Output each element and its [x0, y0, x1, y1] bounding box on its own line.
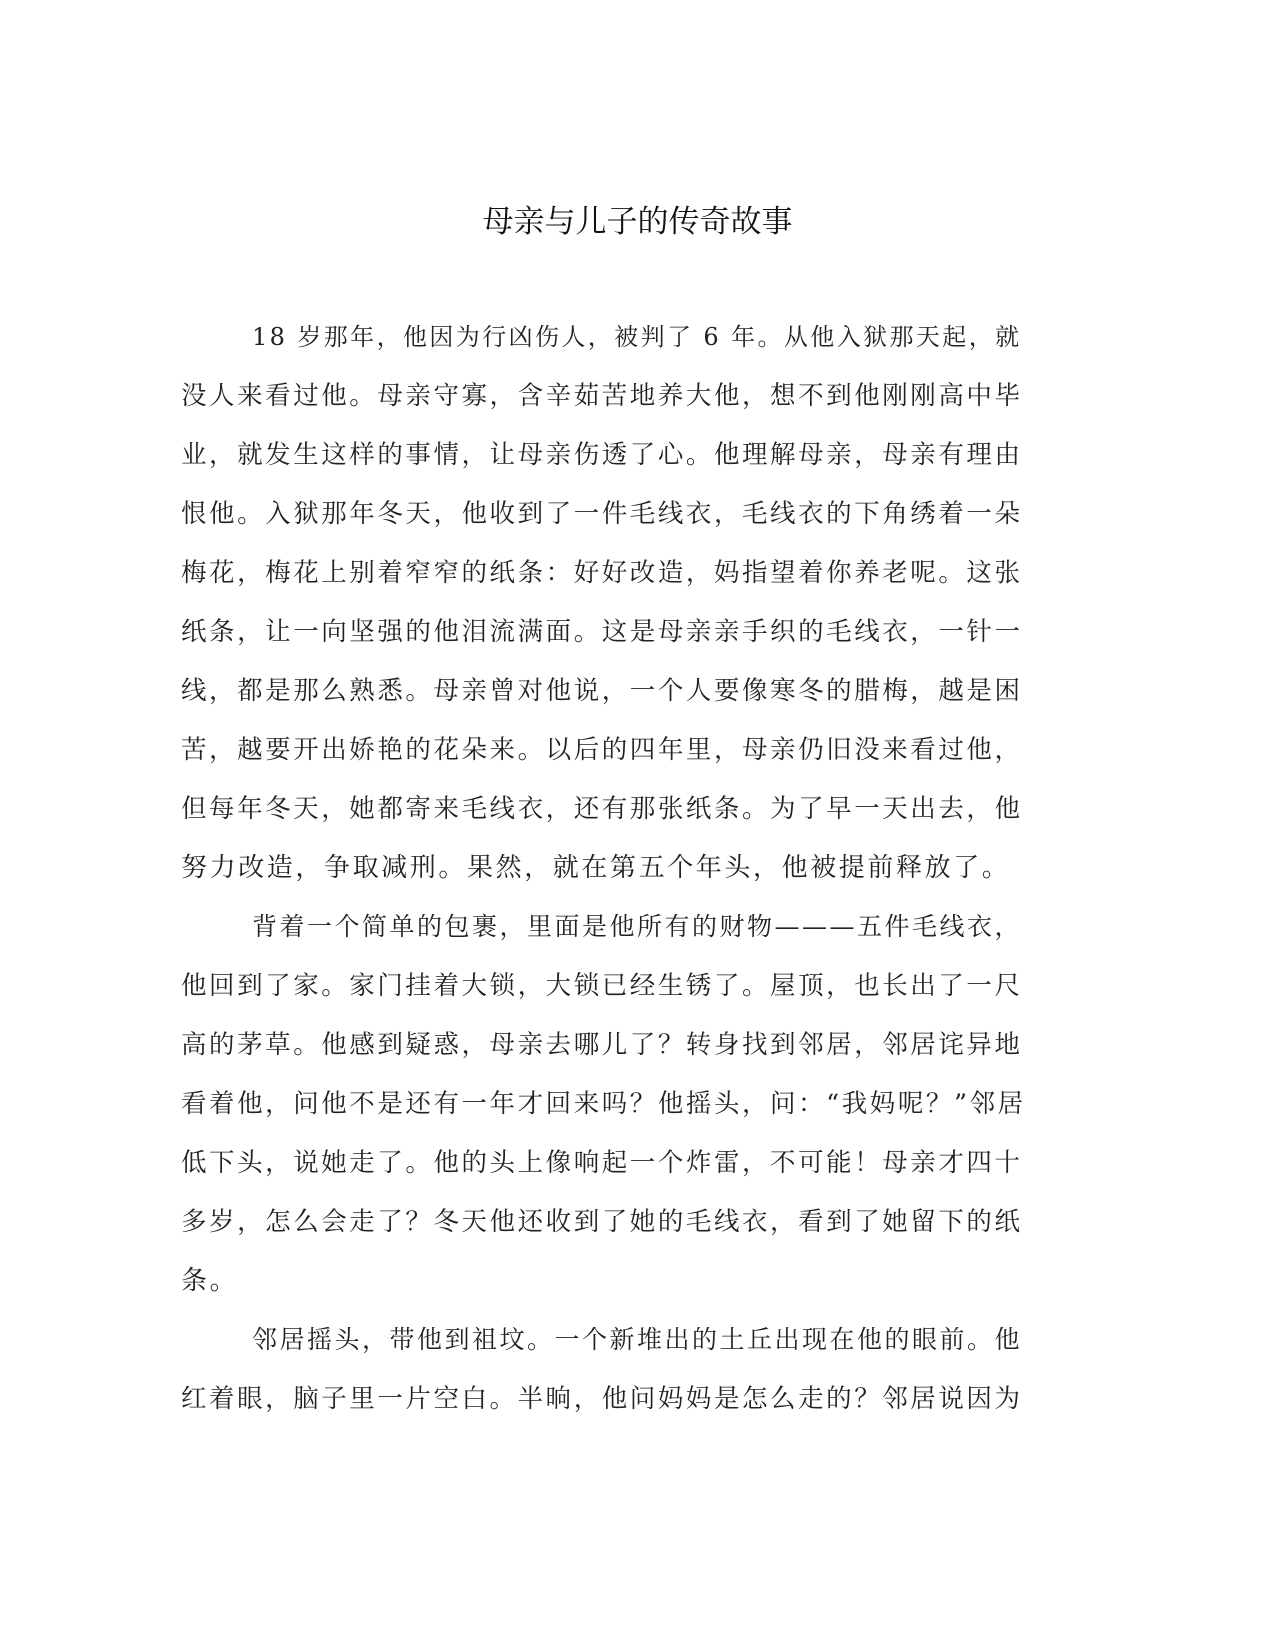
paragraph-1-line-10: 努力改造，争取减刑。果然，就在第五个年头，他被提前释放了。 [181, 853, 1011, 883]
paragraph-1-line-2: 没人来看过他。母亲守寡，含辛茹苦地养大他，想不到他刚刚高中毕 [181, 381, 1023, 411]
paragraph-1-line-7: 线，都是那么熟悉。母亲曾对他说，一个人要像寒冬的腊梅，越是困 [181, 676, 1023, 706]
paragraph-2-line-3: 高的茅草。他感到疑惑，母亲去哪儿了？转身找到邻居，邻居诧异地 [181, 1030, 1023, 1060]
paragraph-2-line-7: 条。 [181, 1266, 239, 1296]
paragraph-2-line-2: 他回到了家。家门挂着大锁，大锁已经生锈了。屋顶，也长出了一尺 [181, 971, 1023, 1001]
paragraph-3-line-1: 邻居摇头，带他到祖坟。一个新堆出的土丘出现在他的眼前。他 [252, 1325, 1023, 1354]
paragraph-1-line-1: 18 岁那年，他因为行凶伤人，被判了 6 年。从他入狱那天起，就 [252, 323, 1022, 351]
document-title: 母亲与儿子的传奇故事 [482, 204, 793, 240]
paragraph-1-line-3: 业，就发生这样的事情，让母亲伤透了心。他理解母亲，母亲有理由 [181, 440, 1023, 470]
paragraph-1-line-8: 苦，越要开出娇艳的花朵来。以后的四年里，母亲仍旧没来看过他， [181, 735, 1023, 765]
paragraph-2-line-6: 多岁，怎么会走了？冬天他还收到了她的毛线衣，看到了她留下的纸 [181, 1207, 1023, 1237]
paragraph-3-line-2: 红着眼，脑子里一片空白。半晌，他问妈妈是怎么走的？邻居说因为 [181, 1384, 1023, 1414]
paragraph-1-line-6: 纸条，让一向坚强的他泪流满面。这是母亲亲手织的毛线衣，一针一 [181, 617, 1023, 647]
paragraph-2-line-4: 看着他，问他不是还有一年才回来吗？他摇头，问：“我妈呢？”邻居 [181, 1089, 1026, 1119]
paragraph-1-line-4: 恨他。入狱那年冬天，他收到了一件毛线衣，毛线衣的下角绣着一朵 [181, 499, 1023, 529]
paragraph-1-line-9: 但每年冬天，她都寄来毛线衣，还有那张纸条。为了早一天出去，他 [181, 794, 1023, 824]
paragraph-2-line-1: 背着一个简单的包裹，里面是他所有的财物———五件毛线衣， [252, 912, 1023, 941]
paragraph-2-line-5: 低下头，说她走了。他的头上像响起一个炸雷，不可能！母亲才四十 [181, 1148, 1023, 1178]
paragraph-1-line-5: 梅花，梅花上别着窄窄的纸条：好好改造，妈指望着你养老呢。这张 [181, 558, 1023, 588]
